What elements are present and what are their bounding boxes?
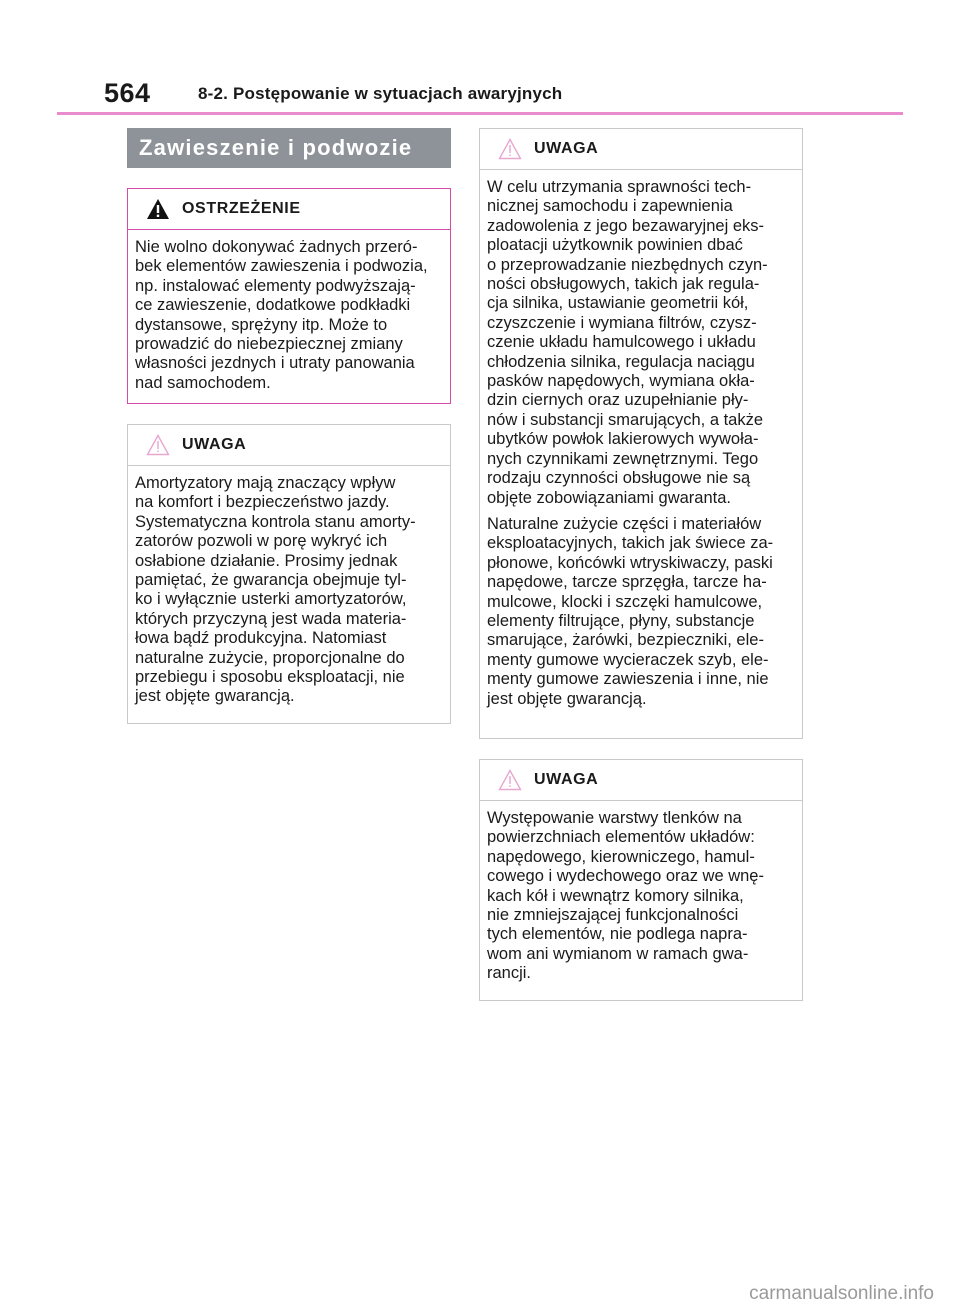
text-line: o przeprowadzanie niezbędnych czyn- <box>487 255 768 274</box>
text-line: W celu utrzymania sprawności tech- <box>487 178 752 196</box>
text-line: nad samochodem. <box>135 373 271 392</box>
text-line: smarujące, żarówki, bezpieczniki, ele- <box>487 631 764 650</box>
caution-triangle-icon <box>146 434 170 456</box>
notice-box-oxidation <box>479 759 803 1001</box>
text-line: menty gumowe zawieszenia i inne, nie <box>487 670 769 689</box>
notice-box-title: UWAGA <box>182 436 247 453</box>
text-line: Występowanie warstwy tlenków na <box>487 809 742 827</box>
text-line: naturalne zużycie, proporcjonalne do <box>135 648 405 667</box>
watermark: carmanualsonline.info <box>749 1283 934 1304</box>
notice-box-header <box>480 760 802 801</box>
text-line: ności obsługowych, takich jak regula- <box>487 275 760 294</box>
text-line: prowadzić do niebezpiecznej zmiany <box>135 335 403 354</box>
text-line: płonowe, końcówki wtryskiwaczy, paski <box>487 553 773 572</box>
text-line: bek elementów zawieszenia i podwozia, <box>135 257 428 276</box>
chapter-title: 8-2. Postępowanie w sytuacjach awaryjnych <box>198 84 563 103</box>
text-line: ploatacji użytkownik powinien dbać <box>487 236 743 255</box>
notice-box-body <box>480 801 802 984</box>
text-line: pamiętać, że gwarancja obejmuje tyl- <box>135 571 407 590</box>
text-line: osłabione działanie. Prosimy jednak <box>135 551 398 570</box>
text-line: tych elementów, nie podlega napra- <box>487 925 748 944</box>
warning-box-title: OSTRZEŻENIE <box>182 200 301 217</box>
notice-box-title: UWAGA <box>534 771 599 788</box>
section-banner: Zawieszenie i podwozie <box>127 128 451 168</box>
text-line: Amortyzatory mają znaczący wpływ <box>135 474 396 492</box>
text-line: zatorów pozwoli w porę wykryć ich <box>135 532 388 551</box>
text-line: Nie wolno dokonywać żadnych przeró- <box>135 238 418 256</box>
text-line: objęte zobowiązaniami gwaranta. <box>487 488 731 507</box>
text-line: napędowe, tarcze sprzęgła, tarcze ha- <box>487 573 767 592</box>
notice-box-header <box>128 425 450 466</box>
text-line: elementy filtrujące, płyny, substancje <box>487 611 755 630</box>
header-rule <box>57 112 903 115</box>
text-line: łowa bądź produkcyjna. Natomiast <box>135 629 387 648</box>
box-paragraph <box>487 178 796 508</box>
text-line: przebiegu i sposobu eksploatacji, nie <box>135 668 405 687</box>
text-line: Systematyczna kontrola stanu amorty- <box>135 512 416 531</box>
notice-box-header <box>480 129 802 170</box>
text-line: chłodzenia silnika, regulacja naciągu <box>487 352 755 371</box>
text-line: czyszczenie i wymiana filtrów, czysz- <box>487 313 757 332</box>
text-line: dzin ciernych oraz uzupełnianie pły- <box>487 391 749 410</box>
warning-box-header <box>128 189 450 230</box>
box-paragraph <box>487 809 796 984</box>
text-line: nych czynnikami zewnętrznymi. Tego <box>487 449 759 468</box>
text-line: cja silnika, ustawianie geometrii kół, <box>487 294 749 313</box>
text-line: jest objęte gwarancją. <box>487 689 647 708</box>
text-line: kach kół i wewnątrz komory silnika, <box>487 886 744 905</box>
box-paragraph <box>487 515 796 709</box>
text-line: powierzchniach elementów układów: <box>487 828 755 847</box>
text-line: własności jezdnych i utraty panowania <box>135 354 415 373</box>
text-line: np. instalować elementy podwyższają- <box>135 276 416 295</box>
text-line: napędowego, kierowniczego, hamul- <box>487 847 755 866</box>
notice-box-body <box>480 170 802 709</box>
text-line: Naturalne zużycie części i materiałów <box>487 514 762 533</box>
text-line: pasków napędowych, wymiana okła- <box>487 372 755 391</box>
text-line: zadowolenia z jego bezawaryjnej eks- <box>487 216 764 235</box>
warning-triangle-icon <box>146 198 170 220</box>
notice-box-maintenance <box>479 128 803 739</box>
page-number: 564 <box>104 78 151 108</box>
text-line: cowego i wydechowego oraz we wnę- <box>487 867 764 886</box>
caution-triangle-icon <box>498 769 522 791</box>
box-paragraph <box>135 474 444 707</box>
text-line: ce zawieszenie, dodatkowe podkładki <box>135 296 411 315</box>
text-line: wom ani wymianom w ramach gwa- <box>487 944 749 963</box>
text-line: ubytków powłok lakierowych wywoła- <box>487 430 759 449</box>
text-line: czenie układu hamulcowego i układu <box>487 333 756 352</box>
text-line: ko i wyłącznie usterki amortyzatorów, <box>135 590 407 609</box>
caution-triangle-icon <box>498 138 522 160</box>
text-line: na komfort i bezpieczeństwo jazdy. <box>135 493 390 512</box>
text-line: rancji. <box>487 964 532 983</box>
warning-box-body <box>128 230 450 393</box>
warning-box <box>127 188 451 404</box>
text-line: menty gumowe wycieraczek szyb, ele- <box>487 650 769 669</box>
notice-box-title: UWAGA <box>534 140 599 157</box>
text-line: których przyczyną jest wada materia- <box>135 609 407 628</box>
text-line: nie zmniejszającej funkcjonalności <box>487 906 739 925</box>
text-line: nicznej samochodu i zapewnienia <box>487 197 733 216</box>
text-line: rodzaju czynności obsługowe nie są <box>487 469 751 488</box>
text-line: eksploatacyjnych, takich jak świece za- <box>487 534 774 553</box>
box-paragraph <box>135 238 444 393</box>
text-line: dystansowe, sprężyny itp. Może to <box>135 315 388 334</box>
text-line: jest objęte gwarancją. <box>135 687 295 706</box>
notice-box-shock-absorbers <box>127 424 451 724</box>
notice-box-body <box>128 466 450 707</box>
text-line: mulcowe, klocki i szczęki hamulcowe, <box>487 592 763 611</box>
text-line: nów i substancji smarujących, a także <box>487 410 764 429</box>
